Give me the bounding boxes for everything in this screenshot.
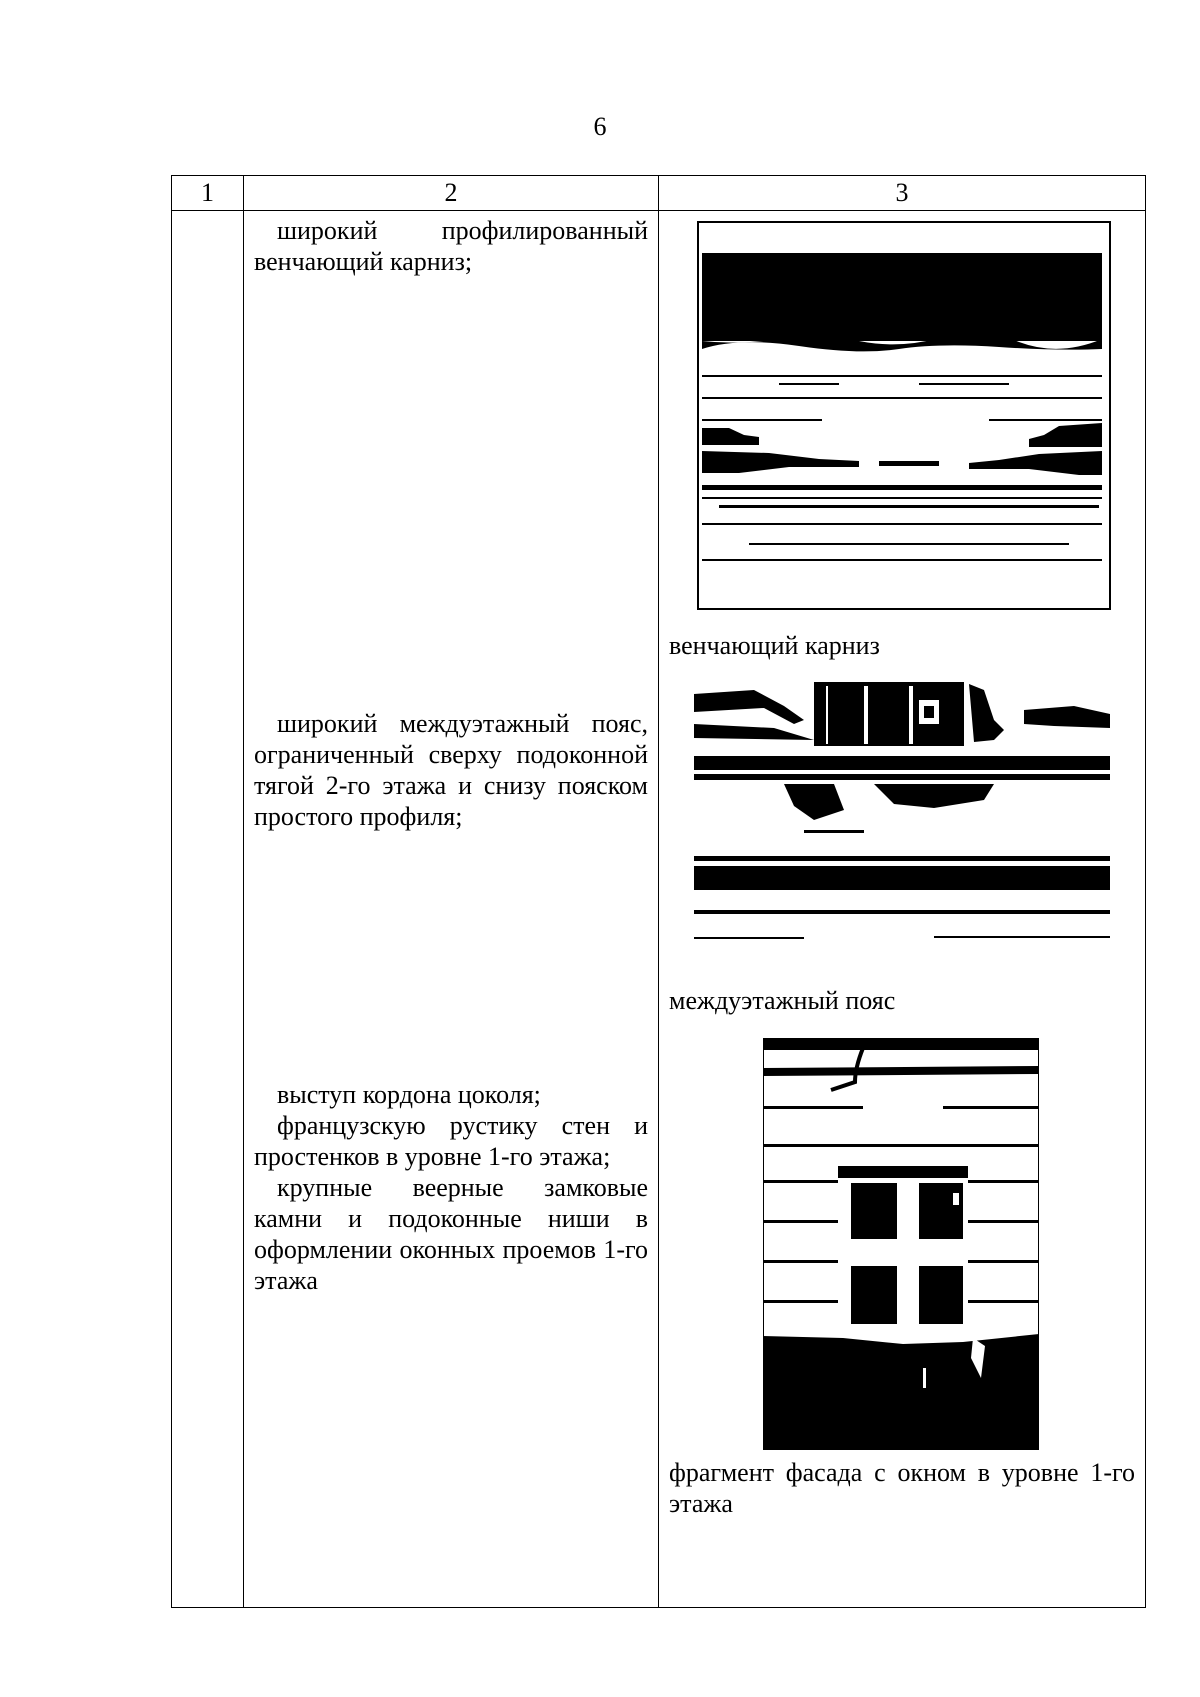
description-cell (244, 211, 659, 1608)
description-paragraph: широкий междуэтажный пояс, ограниченный сверху подоконной тягой 2-го этажа и снизу пояском простого профиля; (254, 709, 648, 831)
description-paragraph: широкий профилированный венчающий карниз; (254, 216, 648, 276)
description-ground-floor (254, 1079, 648, 1296)
cornice-photo (697, 221, 1111, 610)
column-header-3: 3 (659, 176, 1146, 211)
cornice-caption: венчающий карниз (669, 631, 880, 660)
facade-window-photo-graphic (763, 1038, 1039, 1450)
cornice-photo-graphic (699, 223, 1105, 604)
belt-course-photo-graphic (694, 680, 1110, 952)
illustration-cell (659, 211, 1146, 1608)
description-paragraph: выступ кордона цоколя; (277, 1080, 541, 1109)
belt-course-photo (694, 680, 1110, 952)
description-table (171, 175, 1146, 1608)
facade-window-caption: фрагмент фасада с окном в уровне 1-го этажа (669, 1458, 1135, 1518)
description-paragraph: крупные веерные замковые камни и подоконные ниши в оформлении оконных проемов 1-го этажа (254, 1173, 648, 1295)
column-header-2: 2 (244, 176, 659, 211)
description-cornice (254, 215, 648, 277)
page-number: 6 (593, 112, 607, 141)
description-paragraph: французскую рустику стен и простенков в уровне 1-го этажа; (254, 1111, 648, 1171)
table-row (172, 211, 1146, 1608)
column-header-1: 1 (172, 176, 244, 211)
facade-window-photo (763, 1038, 1039, 1450)
belt-course-caption: междуэтажный пояс (669, 986, 896, 1015)
row-number-cell (172, 211, 244, 1608)
description-belt (254, 708, 648, 832)
table-header-row (172, 176, 1146, 211)
